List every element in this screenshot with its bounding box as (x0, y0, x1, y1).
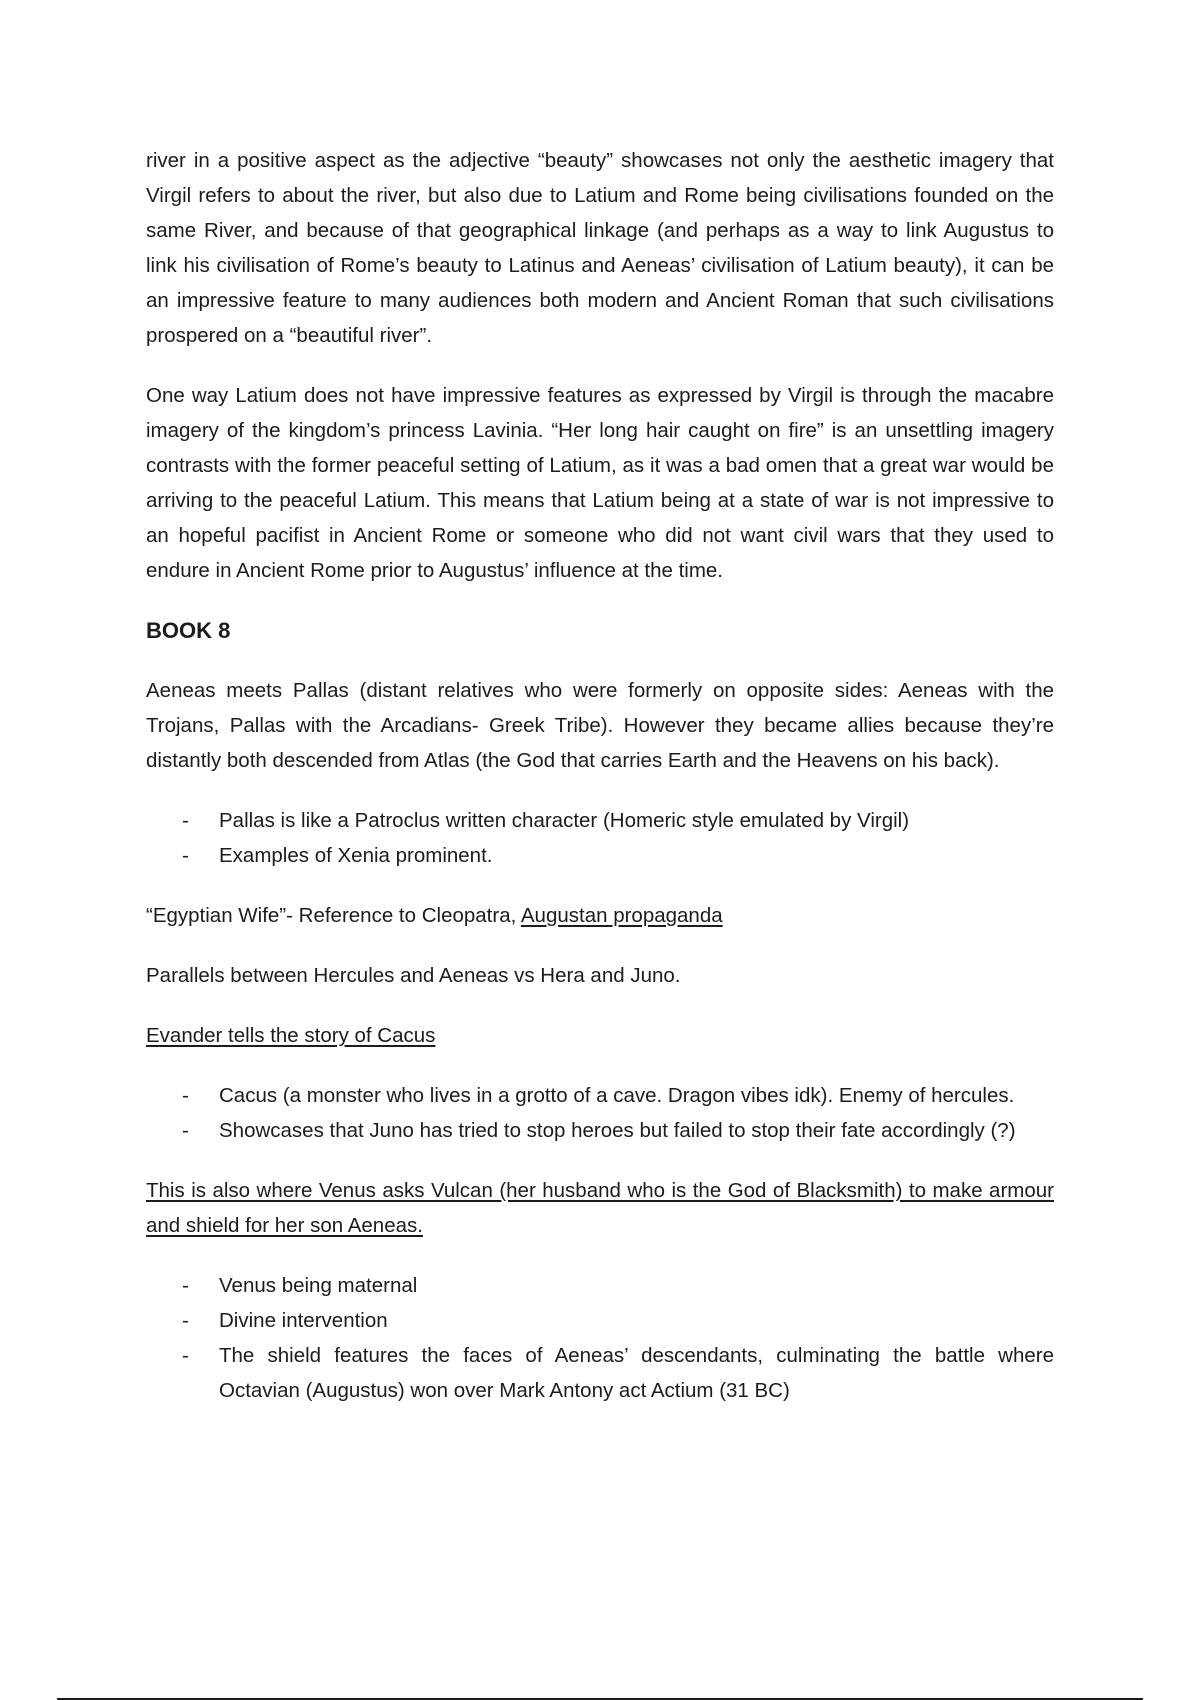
list-item (146, 803, 1054, 838)
dash-bullet: - (182, 1309, 189, 1332)
section-heading-book-8: BOOK 8 (146, 618, 231, 643)
paragraph-river-beauty: river in a positive aspect as the adjective “beauty” showcases not only the aesthetic imagery that Virgil refers to about the river, but also due to Latium and Rome being civilisations founded on the same River, and because of that geographical linkage (and perhaps as a way to link Augustus to link his civilisation of Rome’s beauty to Latinus and Aeneas’ civilisation of Latium beauty), it can be an impressive feature to many audiences both modern and Ancient Roman that such civilisations prospered on a “beautiful river”. (146, 149, 1054, 347)
egyptian-wife-text: “Egyptian Wife”- Reference to Cleopatra, (146, 904, 521, 927)
paragraph-lavinia: One way Latium does not have impressive features as expressed by Virgil is through the macabre imagery of the kingdom’s princess Lavinia. “Her long hair caught on fire” is an unsettling imagery contrasts with the former peaceful setting of Latium, as it was a bad omen that a great war would be arriving to the peaceful Latium. This means that Latium being at a state of war is not impressive to an hopeful pacifist in Ancient Rome or someone who did not want civil wars that they used to endure in Ancient Rome prior to Augustus’ influence at the time. (146, 384, 1054, 582)
paragraph-parallels: Parallels between Hercules and Aeneas vs Hera and Juno. (146, 964, 681, 987)
list-item (146, 1338, 1054, 1408)
list-item (146, 1268, 1054, 1303)
paragraph-egyptian-wife (146, 898, 1054, 933)
list-item (146, 1303, 1054, 1338)
list-item-text: The shield features the faces of Aeneas’ descendants, culminating the battle where Octavian (Augustus) won over Mark Antony act Actium (31 BC) (219, 1344, 1054, 1402)
paragraph-venus-vulcan (146, 1173, 1054, 1243)
list-item-text: Cacus (a monster who lives in a grotto of a cave. Dragon vibes idk). Enemy of hercules. (219, 1084, 1015, 1107)
list-item (146, 1078, 1054, 1113)
list-cacus (146, 1078, 1054, 1148)
document-page (146, 143, 1054, 1408)
cacus-heading-text: Evander tells the story of Cacus (146, 1024, 436, 1047)
dash-bullet: - (182, 844, 189, 867)
list-pallas (146, 803, 1054, 873)
dash-bullet: - (182, 1274, 189, 1297)
list-item-text: Divine intervention (219, 1309, 388, 1332)
dash-bullet: - (182, 1119, 189, 1142)
dash-bullet: - (182, 1084, 189, 1107)
list-item-text: Examples of Xenia prominent. (219, 844, 493, 867)
list-venus (146, 1268, 1054, 1408)
dash-bullet: - (182, 809, 189, 832)
list-item (146, 1113, 1054, 1148)
venus-vulcan-text: This is also where Venus asks Vulcan (her husband who is the God of Blacksmith) to make armour and shield for her son Aeneas. (146, 1179, 1054, 1237)
list-item (146, 838, 1054, 873)
dash-bullet: - (182, 1344, 189, 1367)
list-item-text: Showcases that Juno has tried to stop heroes but failed to stop their fate accordingly (?) (219, 1119, 1016, 1142)
list-item-text: Pallas is like a Patroclus written character (Homeric style emulated by Virgil) (219, 809, 910, 832)
paragraph-aeneas-pallas: Aeneas meets Pallas (distant relatives who were formerly on opposite sides: Aeneas with the Trojans, Pallas with the Arcadians- Greek Tribe). However they became allies because they’re distantly both descended from Atlas (the God that carries Earth and the Heavens on his back). (146, 679, 1054, 772)
list-item-text: Venus being maternal (219, 1274, 418, 1297)
paragraph-cacus-heading (146, 1018, 1054, 1053)
augustan-propaganda-text: Augustan propaganda (520, 904, 723, 927)
